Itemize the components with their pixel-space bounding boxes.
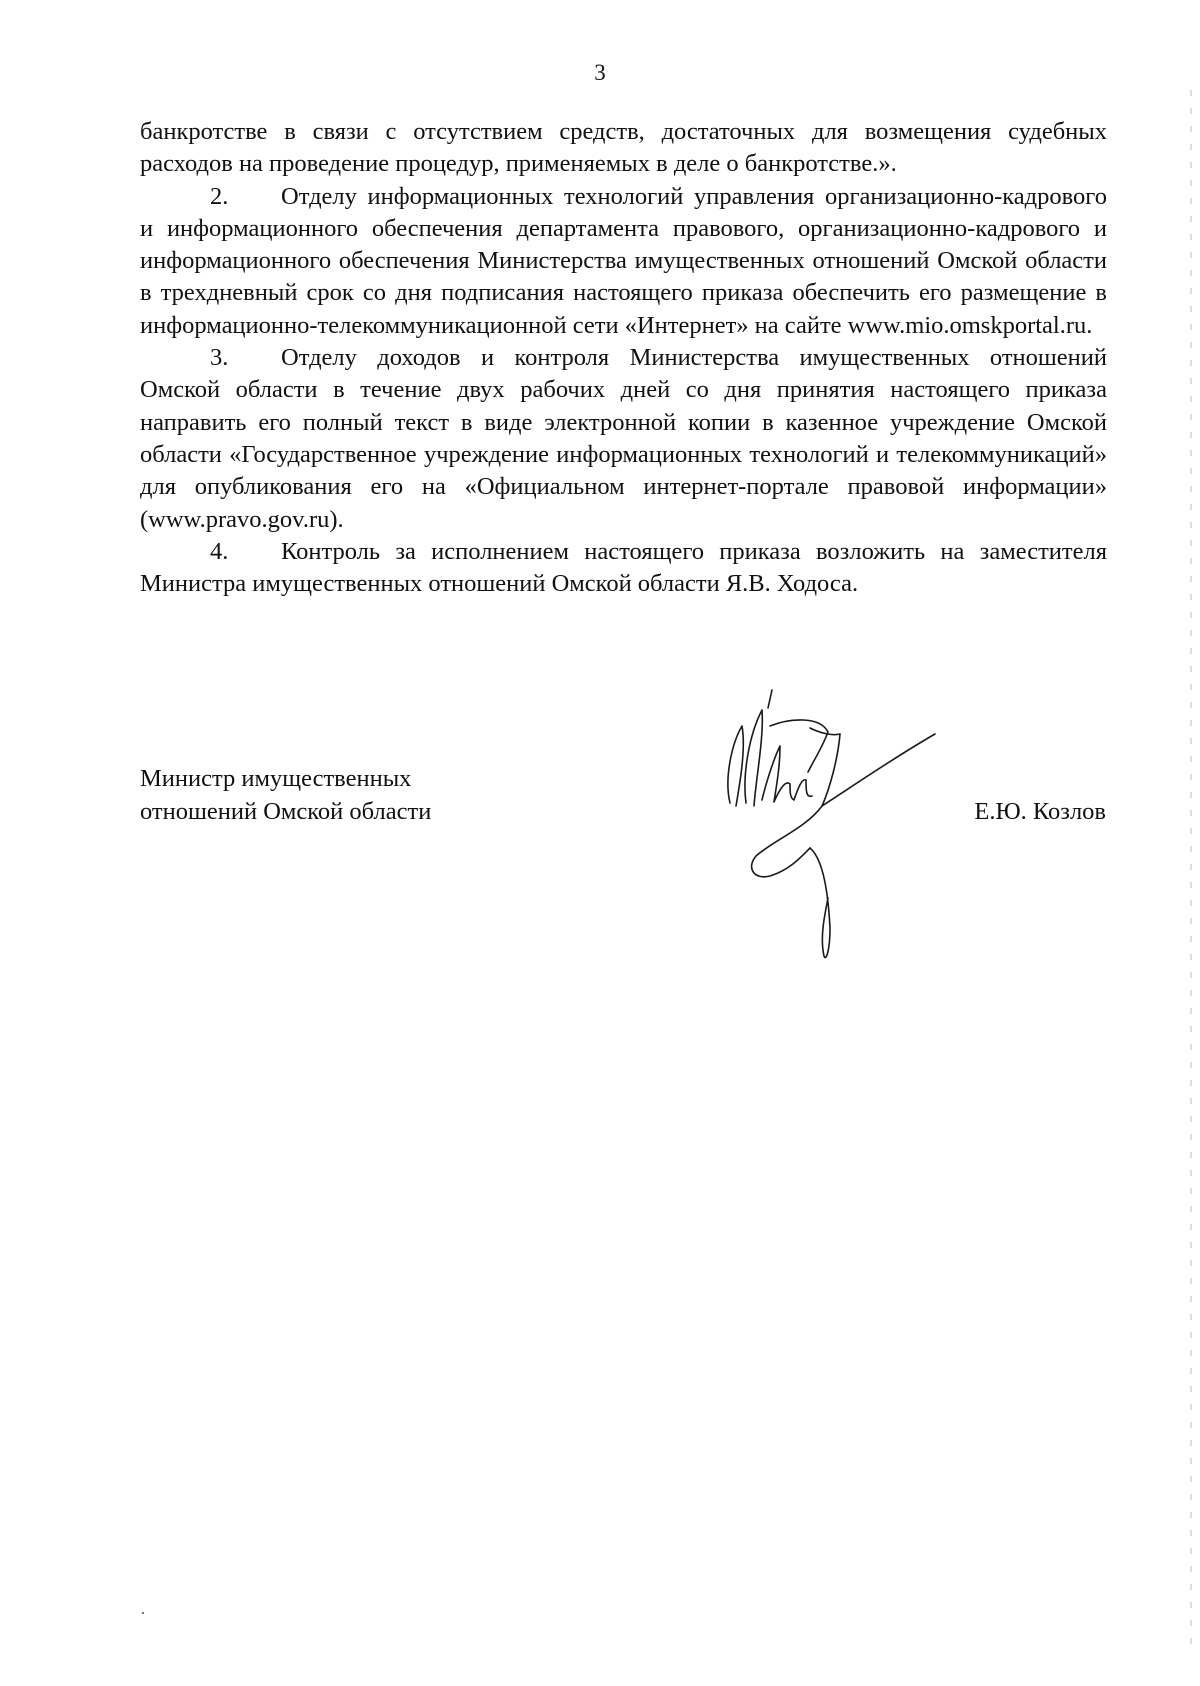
signatory-title-line-1: Министр имущественных [140, 765, 412, 792]
signatory-title [140, 762, 431, 828]
item-text: Отделу информационных технологий управления организационно-кадрового и информационного обеспечения департамента правового, организационно-кадрового и информационного обеспечения Министерства имущественных отношений Омской области в трехдневный срок со дня подписания настоящего приказа обеспечить его размещение в информационно-телекоммуникационной сети «Интернет» на сайте www.mio.omskportal.ru. [140, 182, 1107, 339]
paragraph-continuation: банкротстве в связи с отсутствием средств, достаточных для возмещения судебных расходов на проведение процедур, применяемых в деле о банкротстве.». [140, 118, 1107, 178]
scan-dot-artifact [142, 1612, 144, 1614]
signatory-title-line-2: отношений Омской области [140, 798, 432, 825]
item-number: 2. [210, 182, 229, 210]
paragraph-item-2 [140, 181, 1107, 342]
item-number: 4. [210, 537, 229, 565]
scan-edge-artifact [1190, 90, 1192, 1650]
item-number: 3. [210, 344, 229, 372]
page-number: 3 [594, 60, 606, 85]
signatory-name: Е.Ю. Козлов [974, 798, 1106, 825]
handwritten-signature [710, 688, 950, 968]
paragraph-item-3 [140, 342, 1107, 536]
document-body [140, 116, 1107, 600]
item-text: Контроль за исполнением настоящего приказа возложить на заместителя Министра имущественных отношений Омской области Я.В. Ходоса. [140, 537, 1107, 598]
paragraph-item-4 [140, 536, 1107, 601]
item-text: Отделу доходов и контроля Министерства имущественных отношений Омской области в течение двух рабочих дней со дня принятия настоящего приказа направить его полный текст в виде электронной копии в казенное учреждение Омской области «Государственное учреждение информационных технологий и телекоммуникаций» для опубликования его на «Официальном интернет-портале правовой информации» (www.pravo.gov.ru). [140, 344, 1107, 533]
